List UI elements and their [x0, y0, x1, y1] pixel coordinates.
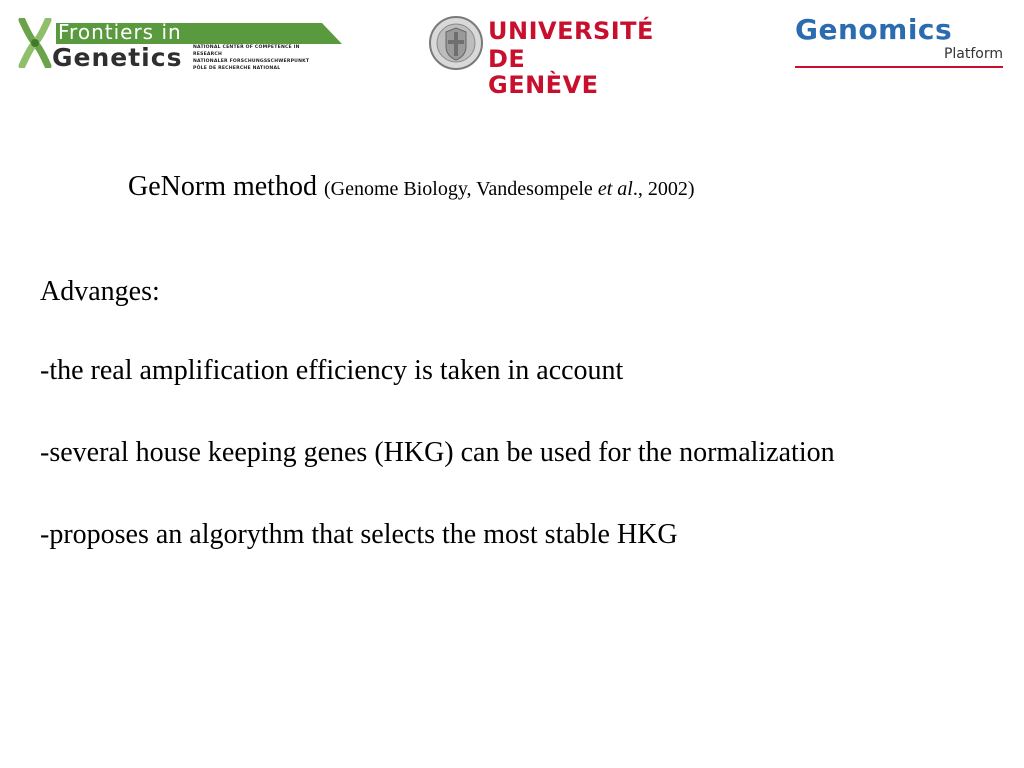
slide-title-reference	[324, 178, 695, 200]
logo-tagline-line: NATIONALER FORSCHUNGSSCHWERPUNKT	[193, 59, 310, 64]
logo-de-geneve-text: DE GENÈVE	[488, 45, 599, 99]
logo-frontiers-text: Frontiers in	[58, 20, 182, 44]
genomics-platform-logo	[795, 14, 1007, 72]
logo-platform-text: Platform	[943, 46, 1003, 62]
advantage-point: -several house keeping genes (HKG) can be used for the normalization	[40, 437, 835, 468]
advantages-heading: Advanges:	[40, 276, 160, 307]
logo-genetics-text: Genetics	[52, 43, 183, 72]
logo-red-rule	[795, 66, 1003, 68]
logo-genomics-text: Genomics	[795, 13, 953, 46]
university-seal-icon	[428, 14, 484, 72]
reference-text: (Genome Biology, Vandesompele	[323, 178, 598, 200]
logo-tagline	[193, 44, 328, 72]
logo-tagline-line: NATIONAL CENTER OF COMPETENCE IN RESEARCH	[193, 45, 300, 57]
advantage-point: -proposes an algorythm that selects the most stable HKG	[40, 519, 678, 550]
frontiers-in-genetics-logo	[18, 14, 328, 70]
reference-italic: et al	[597, 178, 633, 200]
advantage-point: -the real amplification efficiency is taken in account	[40, 355, 624, 386]
logo-universite-text: UNIVERSITÉ	[488, 17, 654, 45]
slide-title-main: GeNorm method	[128, 171, 317, 202]
reference-text-end: ., 2002)	[632, 178, 695, 200]
slide-title	[128, 170, 694, 206]
logo-tagline-line: PÔLE DE RECHERCHE NATIONAL	[193, 66, 281, 71]
universite-de-geneve-logo	[428, 14, 654, 99]
chromosome-icon	[18, 18, 52, 68]
